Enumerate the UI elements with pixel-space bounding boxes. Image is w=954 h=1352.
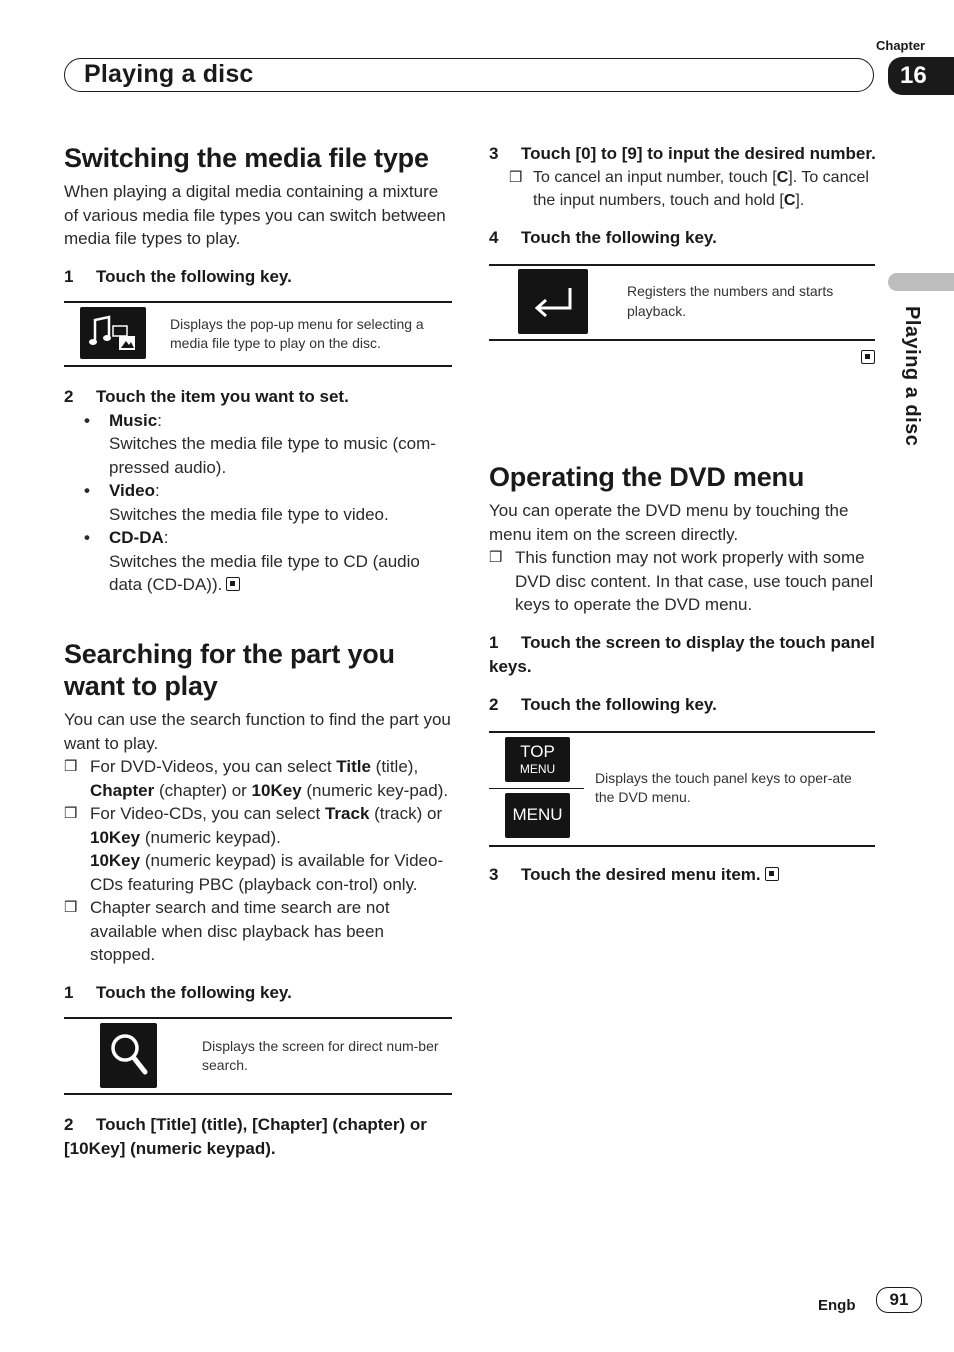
- media-key-table: [64, 301, 452, 367]
- media-type-list: [64, 409, 452, 597]
- text: For DVD-Videos, you can select: [90, 757, 337, 776]
- top-menu-line1: TOP: [520, 742, 555, 761]
- text: For Video-CDs, you can select: [90, 804, 325, 823]
- text: ]. To cancel the input numbers, touch and hold [: [533, 169, 869, 209]
- table-bottom-rule: [489, 339, 875, 341]
- text: (numeric keypad).: [140, 827, 281, 847]
- switching-step-2: [64, 385, 452, 409]
- step-number: 2: [64, 1114, 74, 1134]
- table-top-rule: [64, 1017, 452, 1019]
- note-icon: ❒: [64, 899, 78, 916]
- list-item: [64, 409, 452, 433]
- bullet: •: [84, 410, 90, 430]
- menu-key[interactable]: MENU: [505, 793, 570, 838]
- searching-step-2: [64, 1113, 452, 1161]
- note-text: Chapter search and time search are not available when disc playback has been stopped.: [90, 898, 390, 964]
- bold-text: C: [783, 192, 796, 209]
- item-desc: Switches the media file type to CD (audio data (CD-DA)).: [109, 551, 420, 594]
- side-tab-label: Playing a disc: [901, 306, 923, 447]
- searching-section: [64, 638, 452, 1161]
- enter-key-desc: Registers the numbers and starts playback.: [627, 283, 834, 319]
- enter-key[interactable]: [518, 269, 588, 334]
- enter-arrow-icon: [530, 282, 576, 322]
- step-text: Touch [0] to [9] to input the desired number.: [521, 144, 876, 163]
- step-number: 1: [489, 632, 499, 652]
- dvd-step-1: [489, 631, 877, 679]
- switching-title: Switching the media file type: [64, 143, 429, 173]
- step-text: Touch the desired menu item.: [521, 864, 761, 884]
- item-desc: Switches the media file type to music (com-pressed audio).: [109, 434, 436, 477]
- top-menu-line2: MENU: [519, 762, 556, 776]
- step-text: Touch the following key.: [96, 266, 292, 286]
- item-colon: :: [154, 481, 160, 500]
- text: (numeric keypad) is available for Video-CDs featuring PBC (playback con-trol) only.: [90, 851, 444, 894]
- note-item: [489, 546, 877, 617]
- bold-text: 10Key: [90, 851, 141, 870]
- dvd-menu-key-table: [489, 731, 877, 849]
- note-icon: ❒: [509, 169, 523, 186]
- list-item: [64, 526, 452, 550]
- switching-section: [64, 142, 452, 597]
- item-desc: Switches the media file type to video.: [109, 504, 389, 524]
- search-steps-continued: [489, 142, 877, 368]
- step-text: Touch [Title] (title), [Chapter] (chapter) or [10Key] (numeric keypad).: [64, 1114, 427, 1158]
- footer-language: Engb: [818, 1297, 856, 1314]
- text: (title),: [370, 757, 419, 776]
- dvd-step-3: [489, 863, 877, 887]
- dvd-menu-section: [489, 461, 877, 887]
- bold-text: Chapter: [90, 780, 155, 800]
- search-key-table: [64, 1017, 452, 1097]
- note-item: [64, 755, 452, 802]
- table-top-rule: [489, 731, 875, 733]
- note-icon: ❒: [64, 758, 78, 775]
- section-end: [489, 350, 877, 368]
- table-bottom-rule: [64, 365, 452, 367]
- search-icon: [107, 1030, 151, 1080]
- searching-title: Searching for the part you want to play: [64, 639, 395, 701]
- note-item: [489, 166, 877, 212]
- step-number: 2: [64, 386, 74, 406]
- end-of-section-icon: [765, 867, 779, 881]
- text: (track) or: [369, 804, 443, 823]
- note-item: [64, 802, 452, 849]
- table-bottom-rule: [64, 1093, 452, 1095]
- text: (chapter) or: [154, 780, 252, 800]
- step-number: 4: [489, 228, 499, 247]
- table-bottom-rule: [489, 845, 875, 847]
- dvd-menu-title: Operating the DVD menu: [489, 462, 805, 492]
- search-step-3: [489, 142, 877, 166]
- bullet: •: [84, 481, 90, 500]
- step-text: Touch the following key.: [521, 228, 717, 247]
- bold-text: 10Key: [251, 780, 302, 800]
- text: To cancel an input number, touch [: [533, 169, 777, 186]
- note-text: This function may not work properly with some DVD disc content. In that case, use touch panel keys to operate the DVD menu.: [515, 548, 874, 614]
- search-step-4: [489, 226, 877, 250]
- step-number: 3: [489, 144, 499, 163]
- note-continuation: [64, 849, 452, 896]
- searching-intro: You can use the search function to find the part you want to play.: [64, 710, 451, 753]
- switching-step-1: [64, 265, 452, 289]
- step-number: 1: [64, 266, 74, 286]
- table-top-rule: [489, 264, 875, 266]
- step-number: 2: [489, 694, 499, 714]
- media-file-icon: [87, 312, 139, 354]
- section-title: Playing a disc: [84, 60, 254, 88]
- list-item: [64, 479, 452, 503]
- note-icon: ❒: [64, 805, 78, 822]
- media-type-key[interactable]: [80, 307, 146, 359]
- step-number: 3: [489, 864, 499, 884]
- search-key-desc: Displays the screen for direct num-ber search.: [202, 1037, 439, 1073]
- step-text: Touch the screen to display the touch panel keys.: [489, 632, 875, 676]
- text: ].: [795, 192, 805, 209]
- media-key-desc: Displays the pop-up menu for selecting a media file type to play on the disc.: [170, 315, 424, 351]
- item-name: Video: [109, 481, 155, 500]
- step-text: Touch the following key.: [96, 982, 292, 1002]
- page-number: 91: [876, 1287, 922, 1313]
- step-text: Touch the item you want to set.: [96, 386, 349, 406]
- item-desc-with-end: [64, 550, 452, 597]
- side-tab-marker: [888, 273, 954, 291]
- top-menu-key[interactable]: [505, 737, 570, 782]
- note-icon: ❒: [489, 549, 503, 566]
- item-name: Music: [109, 410, 158, 430]
- bold-text: 10Key: [90, 827, 141, 847]
- search-key[interactable]: [100, 1023, 157, 1088]
- item-name: CD-DA: [109, 528, 164, 547]
- chapter-number: 16: [888, 57, 954, 95]
- enter-key-table: [489, 264, 877, 342]
- step-text: Touch the following key.: [521, 694, 717, 714]
- bold-text: C: [776, 169, 789, 186]
- bold-text: Title: [336, 757, 371, 776]
- note-item: [64, 896, 452, 967]
- step-number: 1: [64, 982, 74, 1002]
- end-of-section-icon: [861, 350, 875, 364]
- searching-step-1: [64, 981, 452, 1005]
- table-top-rule: [64, 301, 452, 303]
- item-colon: :: [163, 528, 169, 547]
- end-of-section-icon: [226, 577, 240, 591]
- bullet: •: [84, 528, 90, 547]
- bold-text: Track: [324, 804, 370, 823]
- dvd-step-2: [489, 693, 877, 717]
- switching-intro: When playing a digital media containing a mixture of various media file types you can switch between media file types to play.: [64, 182, 446, 248]
- dvd-menu-intro: You can operate the DVD menu by touching the menu item on the screen directly.: [489, 501, 849, 544]
- item-colon: :: [157, 410, 162, 430]
- dvd-menu-key-desc: Displays the touch panel keys to oper-ate the DVD menu.: [595, 769, 852, 805]
- text: (numeric key-pad).: [301, 780, 449, 800]
- key-divider: [489, 788, 584, 790]
- chapter-label: Chapter: [876, 38, 926, 53]
